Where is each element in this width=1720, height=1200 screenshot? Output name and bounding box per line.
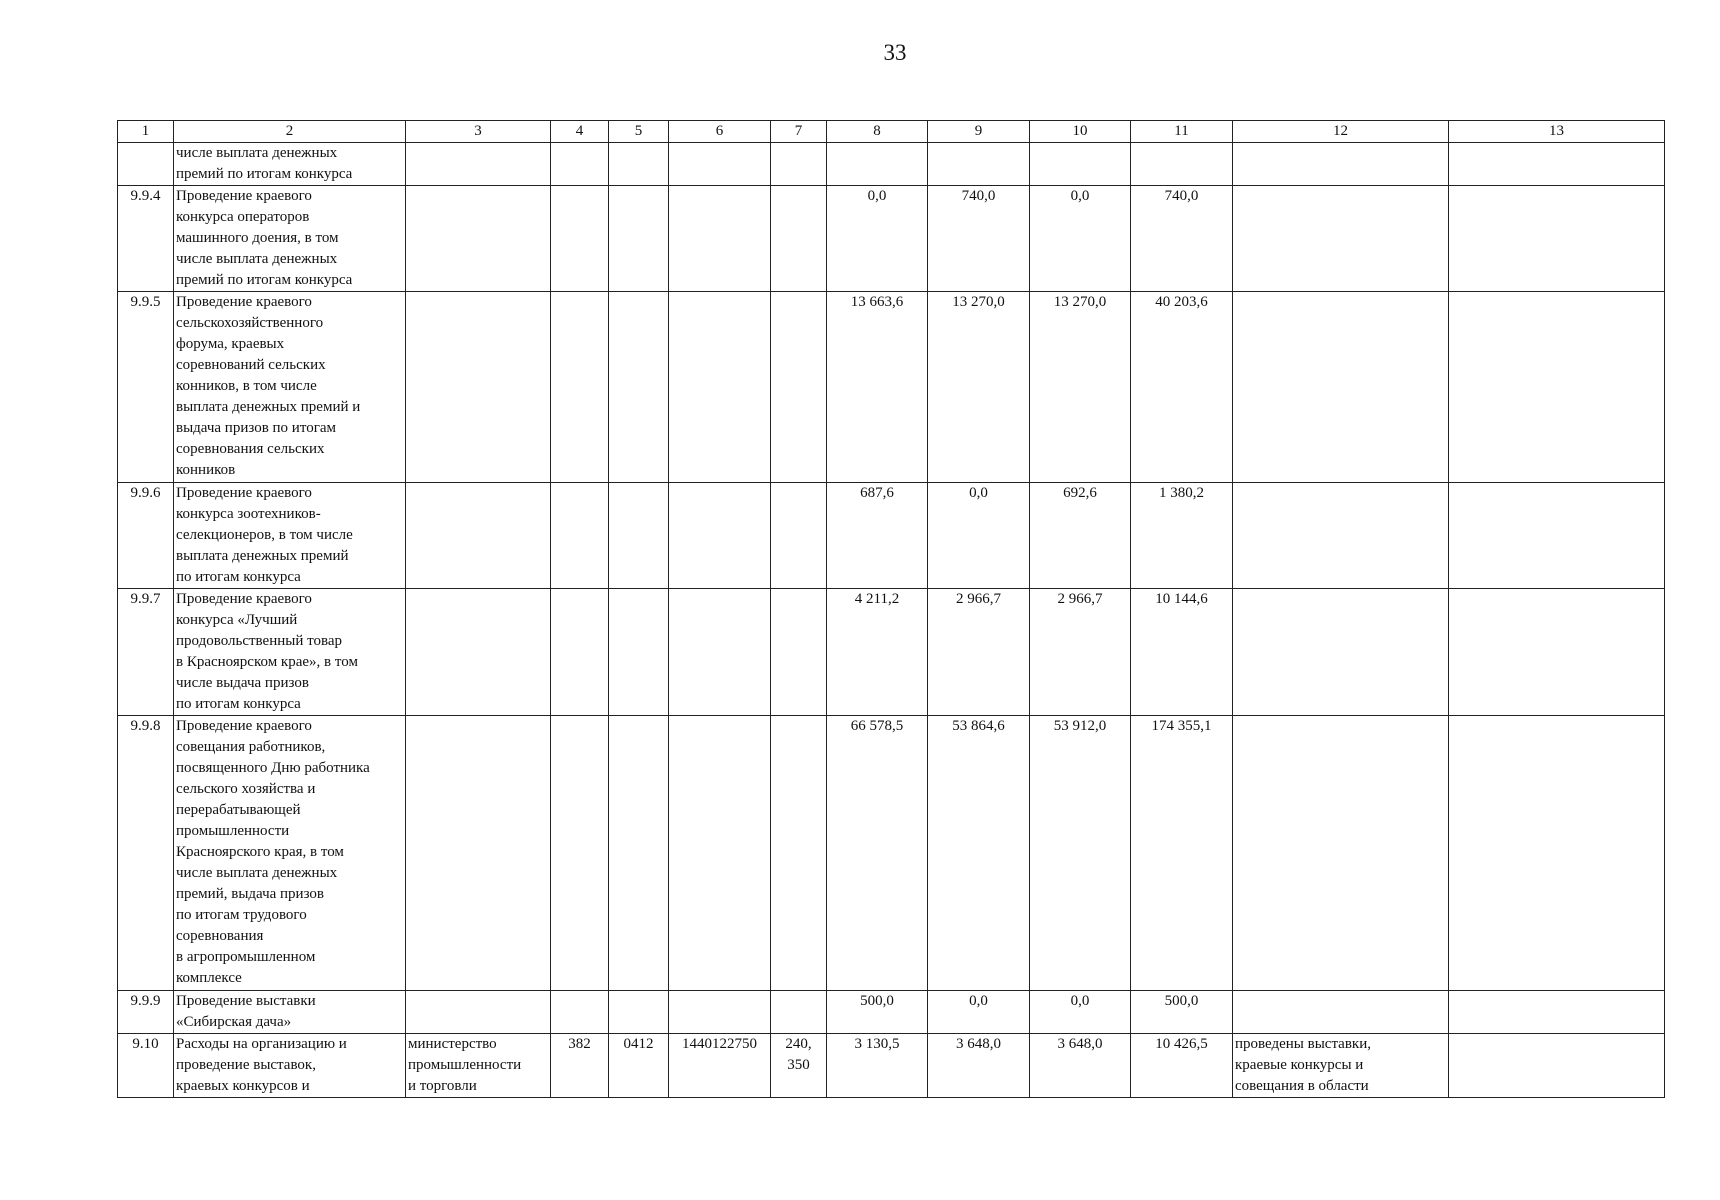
column-header: 5	[609, 121, 669, 143]
item-value-8	[827, 143, 928, 186]
item-executor	[406, 143, 551, 186]
item-value-8: 13 663,6	[827, 292, 928, 483]
item-col4	[551, 716, 609, 991]
item-result	[1233, 483, 1449, 589]
item-result: проведены выставки, краевые конкурсы и совещания в области	[1233, 1034, 1449, 1098]
item-col6	[669, 589, 771, 716]
table-row	[118, 292, 1665, 483]
item-value-10	[1030, 143, 1131, 186]
item-value-10: 13 270,0	[1030, 292, 1131, 483]
item-col4	[551, 143, 609, 186]
item-col5	[609, 589, 669, 716]
item-code: 9.9.4	[118, 186, 174, 292]
item-col13	[1449, 991, 1665, 1034]
item-col6	[669, 716, 771, 991]
column-header: 13	[1449, 121, 1665, 143]
item-code	[118, 143, 174, 186]
item-col6: 1440122750	[669, 1034, 771, 1098]
item-executor	[406, 483, 551, 589]
item-value-10: 692,6	[1030, 483, 1131, 589]
item-value-9: 0,0	[928, 483, 1030, 589]
item-value-9: 740,0	[928, 186, 1030, 292]
item-col7	[771, 991, 827, 1034]
item-name: Проведение краевого конкурса зоотехников- селекционеров, в том числе выплата денежных премий по итогам конкурса	[174, 483, 406, 589]
item-value-11: 740,0	[1131, 186, 1233, 292]
item-value-8: 66 578,5	[827, 716, 928, 991]
item-name: Проведение краевого сельскохозяйственного форума, краевых соревнований сельских конников, в том числе выплата денежных премий и выдача призов по итогам соревнования сельских конников	[174, 292, 406, 483]
item-value-11: 10 426,5	[1131, 1034, 1233, 1098]
item-value-8: 3 130,5	[827, 1034, 928, 1098]
budget-table	[117, 120, 1665, 1098]
item-value-9: 0,0	[928, 991, 1030, 1034]
table-row	[118, 716, 1665, 991]
column-header: 4	[551, 121, 609, 143]
item-col7	[771, 292, 827, 483]
item-code: 9.9.8	[118, 716, 174, 991]
table-row	[118, 186, 1665, 292]
column-header: 12	[1233, 121, 1449, 143]
item-executor	[406, 991, 551, 1034]
item-col5	[609, 143, 669, 186]
item-executor	[406, 716, 551, 991]
item-executor: министерство промышленности и торговли	[406, 1034, 551, 1098]
item-value-9: 2 966,7	[928, 589, 1030, 716]
item-col7	[771, 186, 827, 292]
item-value-10: 53 912,0	[1030, 716, 1131, 991]
item-col7: 240, 350	[771, 1034, 827, 1098]
item-col5: 0412	[609, 1034, 669, 1098]
item-col13	[1449, 483, 1665, 589]
item-value-8: 0,0	[827, 186, 928, 292]
table-row	[118, 483, 1665, 589]
column-header: 11	[1131, 121, 1233, 143]
item-executor	[406, 292, 551, 483]
item-value-9: 3 648,0	[928, 1034, 1030, 1098]
item-executor	[406, 589, 551, 716]
item-value-10: 3 648,0	[1030, 1034, 1131, 1098]
table-row	[118, 589, 1665, 716]
item-col5	[609, 186, 669, 292]
item-col5	[609, 991, 669, 1034]
item-code: 9.9.9	[118, 991, 174, 1034]
item-name: Проведение выставки «Сибирская дача»	[174, 991, 406, 1034]
item-result	[1233, 589, 1449, 716]
item-col13	[1449, 1034, 1665, 1098]
column-header: 1	[118, 121, 174, 143]
item-name: Проведение краевого совещания работников, посвященного Дню работника сельского хозяйства и перерабатывающей промышленности Красноярского края, в том числе выплата денежных премий, выдача призов по итогам трудового соревнования в агропромышленном комплексе	[174, 716, 406, 991]
item-col6	[669, 292, 771, 483]
item-code: 9.9.6	[118, 483, 174, 589]
item-col6	[669, 991, 771, 1034]
item-name: Проведение краевого конкурса операторов машинного доения, в том числе выплата денежных премий по итогам конкурса	[174, 186, 406, 292]
item-value-10: 0,0	[1030, 991, 1131, 1034]
column-header: 10	[1030, 121, 1131, 143]
item-value-11: 174 355,1	[1131, 716, 1233, 991]
table-row	[118, 143, 1665, 186]
item-col13	[1449, 143, 1665, 186]
item-value-11: 500,0	[1131, 991, 1233, 1034]
item-result	[1233, 143, 1449, 186]
table-row	[118, 991, 1665, 1034]
item-name: Расходы на организацию и проведение выставок, краевых конкурсов и	[174, 1034, 406, 1098]
item-col6	[669, 483, 771, 589]
item-value-11: 10 144,6	[1131, 589, 1233, 716]
item-value-8: 687,6	[827, 483, 928, 589]
item-value-8: 4 211,2	[827, 589, 928, 716]
item-col7	[771, 589, 827, 716]
item-col13	[1449, 589, 1665, 716]
column-header: 9	[928, 121, 1030, 143]
item-col7	[771, 716, 827, 991]
item-col4	[551, 186, 609, 292]
item-col6	[669, 186, 771, 292]
item-result	[1233, 716, 1449, 991]
item-value-9: 53 864,6	[928, 716, 1030, 991]
item-value-11: 40 203,6	[1131, 292, 1233, 483]
item-result	[1233, 186, 1449, 292]
page-number: 33	[883, 40, 907, 65]
column-header: 7	[771, 121, 827, 143]
item-col4: 382	[551, 1034, 609, 1098]
item-col13	[1449, 716, 1665, 991]
item-col4	[551, 991, 609, 1034]
item-result	[1233, 991, 1449, 1034]
item-value-9	[928, 143, 1030, 186]
item-code: 9.9.7	[118, 589, 174, 716]
item-col7	[771, 483, 827, 589]
item-col13	[1449, 292, 1665, 483]
item-col5	[609, 483, 669, 589]
table-row	[118, 1034, 1665, 1098]
item-code: 9.9.5	[118, 292, 174, 483]
item-col13	[1449, 186, 1665, 292]
item-value-11	[1131, 143, 1233, 186]
item-col4	[551, 589, 609, 716]
column-header: 6	[669, 121, 771, 143]
item-value-8: 500,0	[827, 991, 928, 1034]
item-name: числе выплата денежных премий по итогам конкурса	[174, 143, 406, 186]
column-header: 8	[827, 121, 928, 143]
column-number-row	[118, 121, 1665, 143]
column-header: 2	[174, 121, 406, 143]
item-col4	[551, 483, 609, 589]
item-value-9: 13 270,0	[928, 292, 1030, 483]
column-header: 3	[406, 121, 551, 143]
item-code: 9.10	[118, 1034, 174, 1098]
item-value-10: 2 966,7	[1030, 589, 1131, 716]
item-col6	[669, 143, 771, 186]
item-value-11: 1 380,2	[1131, 483, 1233, 589]
item-col7	[771, 143, 827, 186]
item-col5	[609, 292, 669, 483]
item-col4	[551, 292, 609, 483]
item-col5	[609, 716, 669, 991]
item-executor	[406, 186, 551, 292]
item-value-10: 0,0	[1030, 186, 1131, 292]
item-result	[1233, 292, 1449, 483]
item-name: Проведение краевого конкурса «Лучший продовольственный товар в Красноярском крае», в том числе выдача призов по итогам конкурса	[174, 589, 406, 716]
